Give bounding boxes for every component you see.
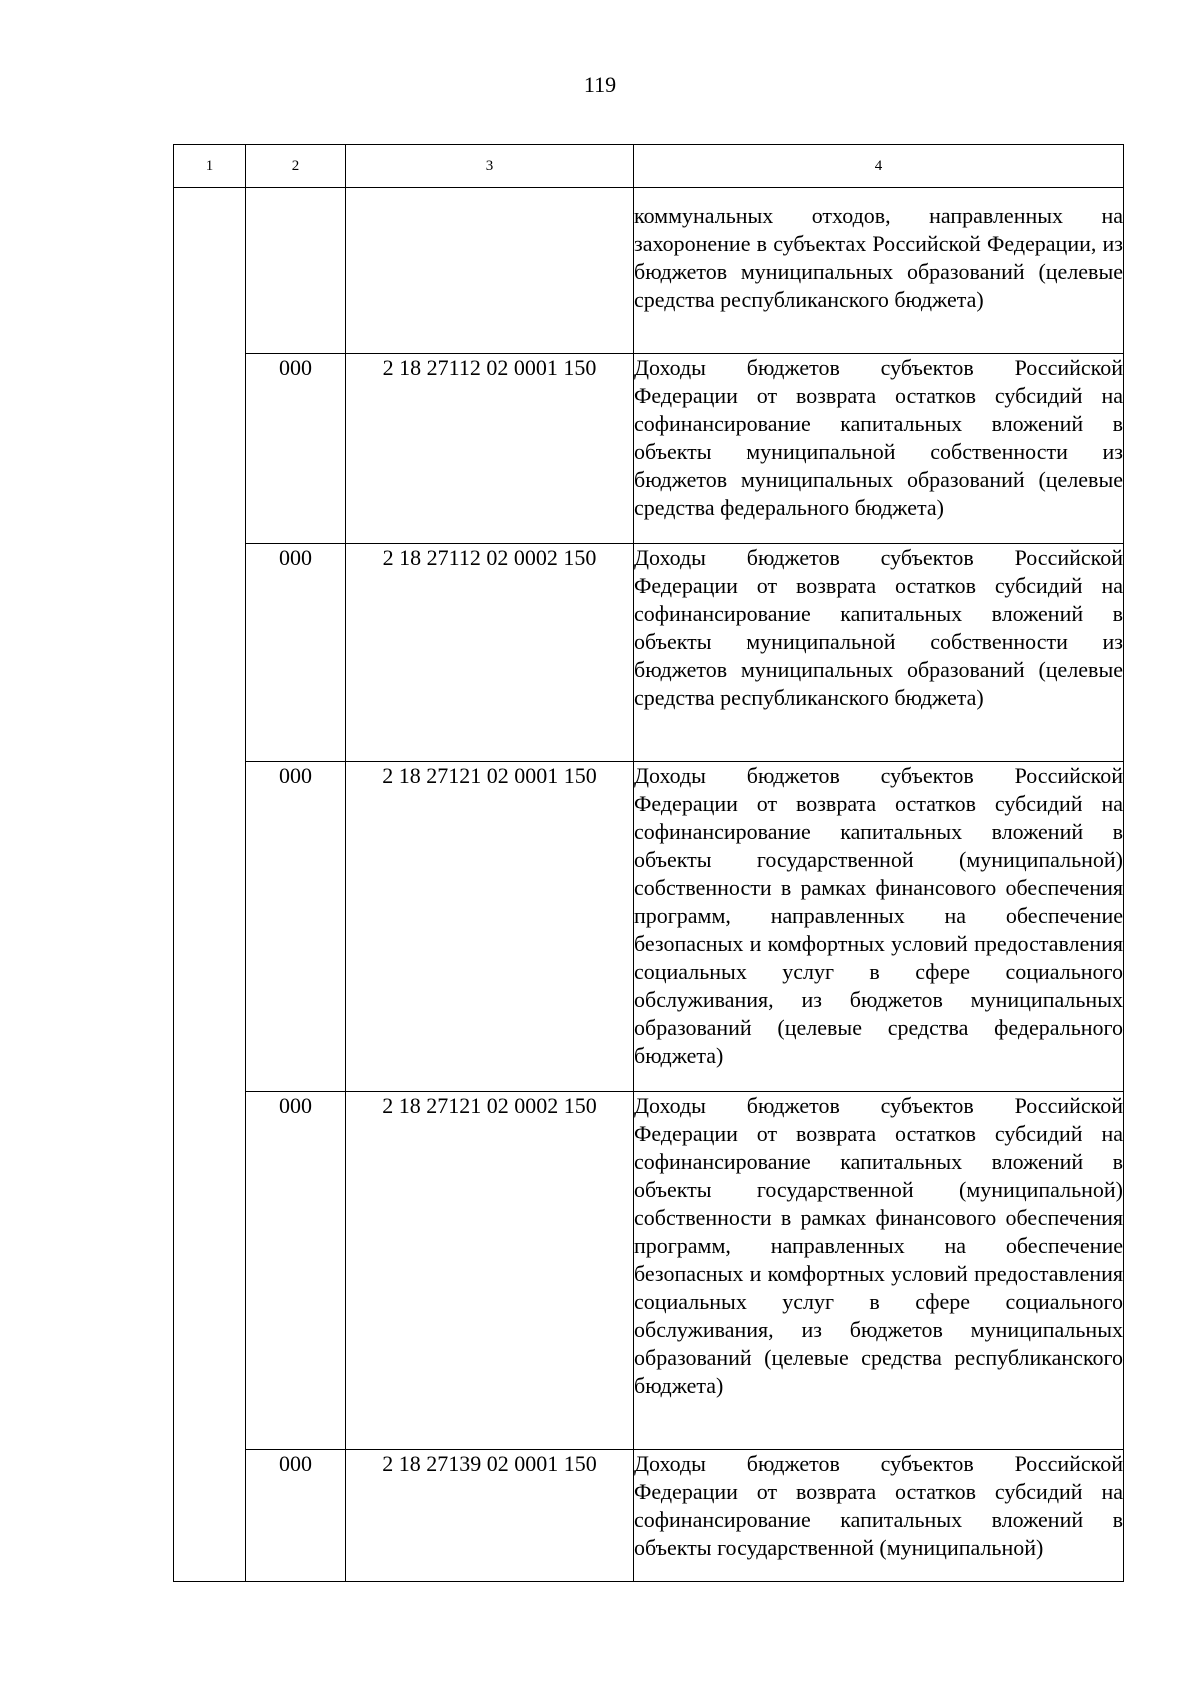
admin-code-cell: 000	[246, 354, 346, 544]
description-cell: Доходы бюджетов субъектов Российской Федерации от возврата остатков субсидий на софинансирование капитальных вложений в объекты государственной (муниципальной)	[634, 1450, 1124, 1582]
admin-code-cell: 000	[246, 544, 346, 762]
budget-code-cell: 2 18 27112 02 0002 150	[346, 544, 634, 762]
description-cell: Доходы бюджетов субъектов Российской Федерации от возврата остатков субсидий на софинансирование капитальных вложений в объекты муниципальной собственности из бюджетов муниципальных образований (целевые средства республиканского бюджета)	[634, 544, 1124, 762]
admin-code-cell: 000	[246, 1092, 346, 1450]
header-col-3: 3	[346, 145, 634, 188]
budget-code-cell: 2 18 27121 02 0002 150	[346, 1092, 634, 1450]
table-row	[174, 354, 1124, 544]
admin-code-cell-empty	[246, 188, 346, 354]
table-row	[174, 544, 1124, 762]
description-cell: Доходы бюджетов субъектов Российской Федерации от возврата остатков субсидий на софинансирование капитальных вложений в объекты государственной (муниципальной) собственности в рамках финансового обеспечения программ, направленных на обеспечение безопасных и комфортных условий предоставления социальных услуг в сфере социального обслуживания, из бюджетов муниципальных образований (целевые средства республиканского бюджета)	[634, 1092, 1124, 1450]
header-col-2: 2	[246, 145, 346, 188]
budget-code-cell: 2 18 27112 02 0001 150	[346, 354, 634, 544]
table-header-row	[174, 145, 1124, 188]
admin-code-cell: 000	[246, 762, 346, 1092]
table-row-continuation	[174, 188, 1124, 354]
table-row	[174, 762, 1124, 1092]
column-1-cell	[174, 188, 246, 1582]
admin-code-cell: 000	[246, 1450, 346, 1582]
description-cell: Доходы бюджетов субъектов Российской Федерации от возврата остатков субсидий на софинансирование капитальных вложений в объекты государственной (муниципальной) собственности в рамках финансового обеспечения программ, направленных на обеспечение безопасных и комфортных условий предоставления социальных услуг в сфере социального обслуживания, из бюджетов муниципальных образований (целевые средства федерального бюджета)	[634, 762, 1124, 1092]
header-col-4: 4	[634, 145, 1124, 188]
table-row	[174, 1092, 1124, 1450]
description-cell: Доходы бюджетов субъектов Российской Федерации от возврата остатков субсидий на софинансирование капитальных вложений в объекты муниципальной собственности из бюджетов муниципальных образований (целевые средства федерального бюджета)	[634, 354, 1124, 544]
budget-code-cell: 2 18 27139 02 0001 150	[346, 1450, 634, 1582]
budget-codes-table	[173, 144, 1124, 1582]
page-number: 119	[583, 72, 617, 97]
description-cell: коммунальных отходов, направленных на захоронение в субъектах Российской Федерации, из бюджетов муниципальных образований (целевые средства республиканского бюджета)	[634, 188, 1124, 354]
budget-code-cell-empty	[346, 188, 634, 354]
header-col-1: 1	[174, 145, 246, 188]
budget-code-cell: 2 18 27121 02 0001 150	[346, 762, 634, 1092]
table-row	[174, 1450, 1124, 1582]
